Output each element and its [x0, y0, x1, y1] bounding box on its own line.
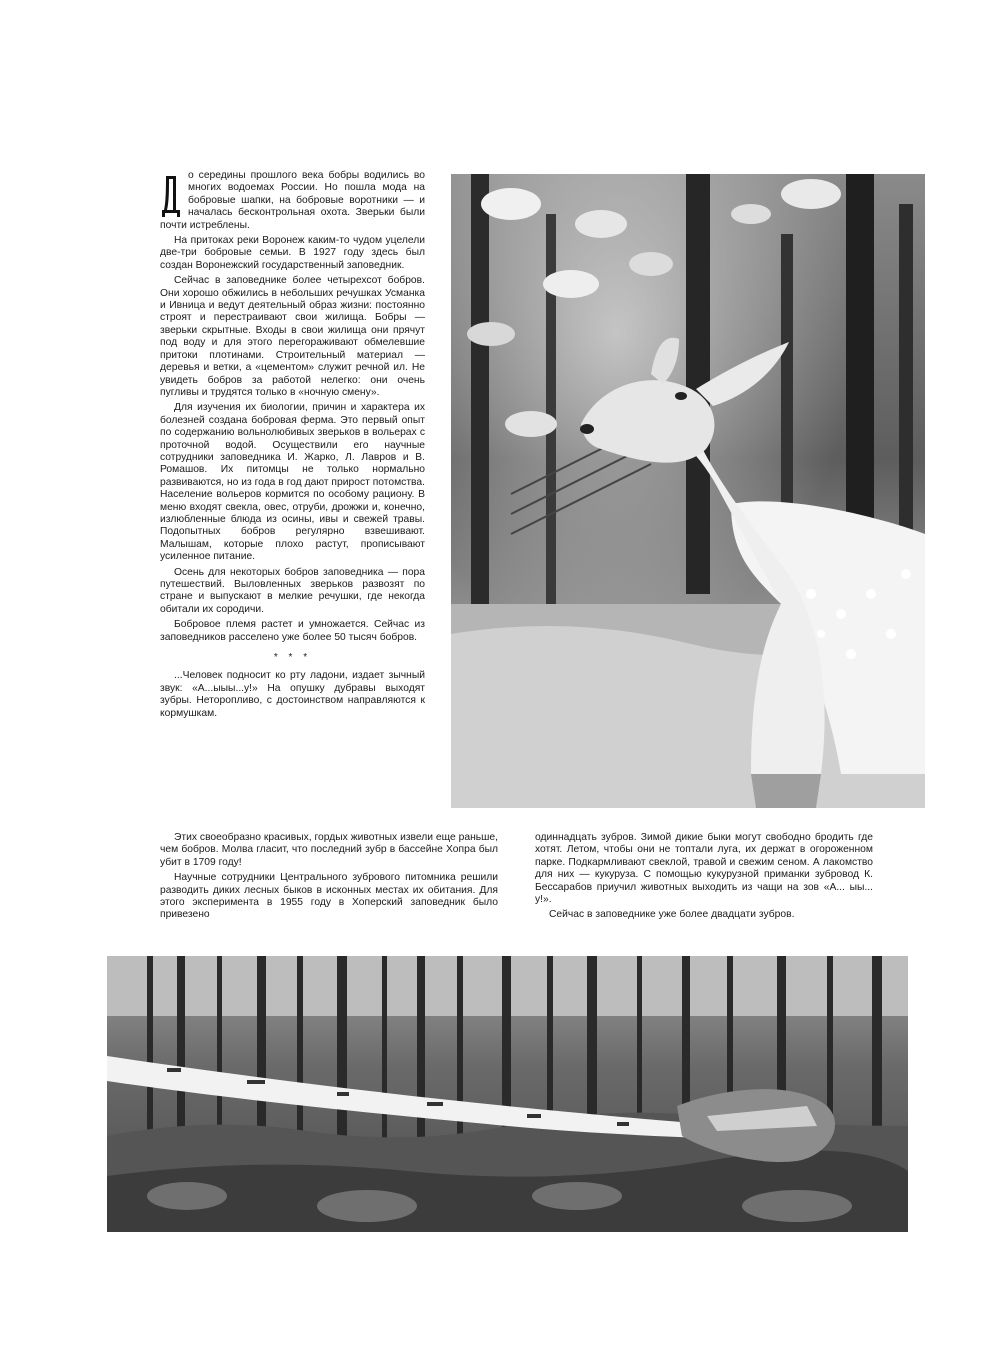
article-bottom-right-column	[535, 832, 873, 925]
paragraph: Сейчас в заповеднике более четырехсот бобров. Они хорошо обжились в небольших речушках Усманка и Ивница и ведут деятельный образ жизни: постоянно строят и перестраивают свои жилища. Бобры — зверьки скрытные. Входы в свои жилища они прячут под воду и для этого перегораживают обмелевшие притоки плотинами. Строительный материал — деревья и ветки, а «цементом» служит речной ил. Не увидеть бобров за работой нелегко: они очень пугливы и трудятся только в «ночную смену».	[160, 275, 425, 398]
paragraph: Для изучения их биологии, причин и характера их болезней создана бобровая ферма. Это первый опыт по содержанию вольнолюбивых зверьков в вольерах с проточной водой. Осуществили его научные сотрудники заповедника И. Жарко, Л. Лавров и В. Ромашов. Их питомцы не только нормально развиваются, но из года в год дают прирост потомства. Население вольеров кормится по особому рациону. В меню входят свекла, овес, отруби, дрожжи и, конечно, излюбленные блюда из осины, ивы и свежей травы. Подопытных бобров регулярно взвешивают. Малышам, которые плохо растут, прописывают усиленное питание.	[160, 402, 425, 563]
paragraph: Бобровое племя растет и умножается. Сейчас из заповедников расселено уже более 50 тысяч бобров.	[160, 619, 425, 643]
deer-photo-art	[451, 174, 925, 808]
article-bottom-left-column	[160, 832, 498, 925]
paragraph: Сейчас в заповеднике уже более двадцати зубров.	[549, 909, 795, 921]
paragraph: Научные сотрудники Центрального зубрового питомника решили разводить диких лесных быков в исконных местах их обитания. Для этого эксперимента в 1955 году в Хоперский заповедник было привезено	[160, 872, 498, 921]
forest-photo	[107, 956, 908, 1232]
paragraph: Осень для некоторых бобров заповедника — пора путешествий. Выловленных зверьков развозят по стране и выпускают в мелкие речушки, где некогда обитали их сородичи.	[160, 566, 425, 615]
paragraph: о середины прошлого века бобры водились во многих водоемах России. Но пошла мода на бобровые шапки, на бобровые воротники — и началась бесконтрольная охота. Зверьки были почти истреблены.	[160, 170, 425, 231]
paragraph: ...Человек подносит ко рту ладони, издает зычный звук: «А...ыыы...у!» На опушку дубравы выходят зубры. Неторопливо, с достоинством направляются к кормушкам.	[160, 670, 425, 719]
deer-photo	[451, 174, 925, 808]
forest-photo-art	[107, 956, 908, 1232]
paragraph: На притоках реки Воронеж каким-то чудом уцелели две-три бобровые семьи. В 1927 году здесь был создан Воронежский государственный заповедник.	[160, 235, 425, 271]
section-separator: * * *	[273, 652, 312, 664]
dropcap	[160, 172, 182, 218]
article-left-column	[160, 170, 425, 723]
dropcap-letter-art	[160, 172, 182, 218]
paragraph: одиннадцать зубров. Зимой дикие быки могут свободно бродить где хотят. Летом, чтобы они не топтали луга, их держат в огороженном парке. Подкармливают свеклой, травой и свежим сеном. А лакомство для них — кукуруза. С помощью кукурузной приманки зубровод К. Бессарабов приучил животных выходить из чащи на зов «А... ыы... у!».	[535, 832, 873, 906]
paragraph: Этих своеобразно красивых, гордых животных извели еще раньше, чем бобров. Молва гласит, что последний зубр в бассейне Хопра был убит в 1709 году!	[160, 832, 498, 868]
